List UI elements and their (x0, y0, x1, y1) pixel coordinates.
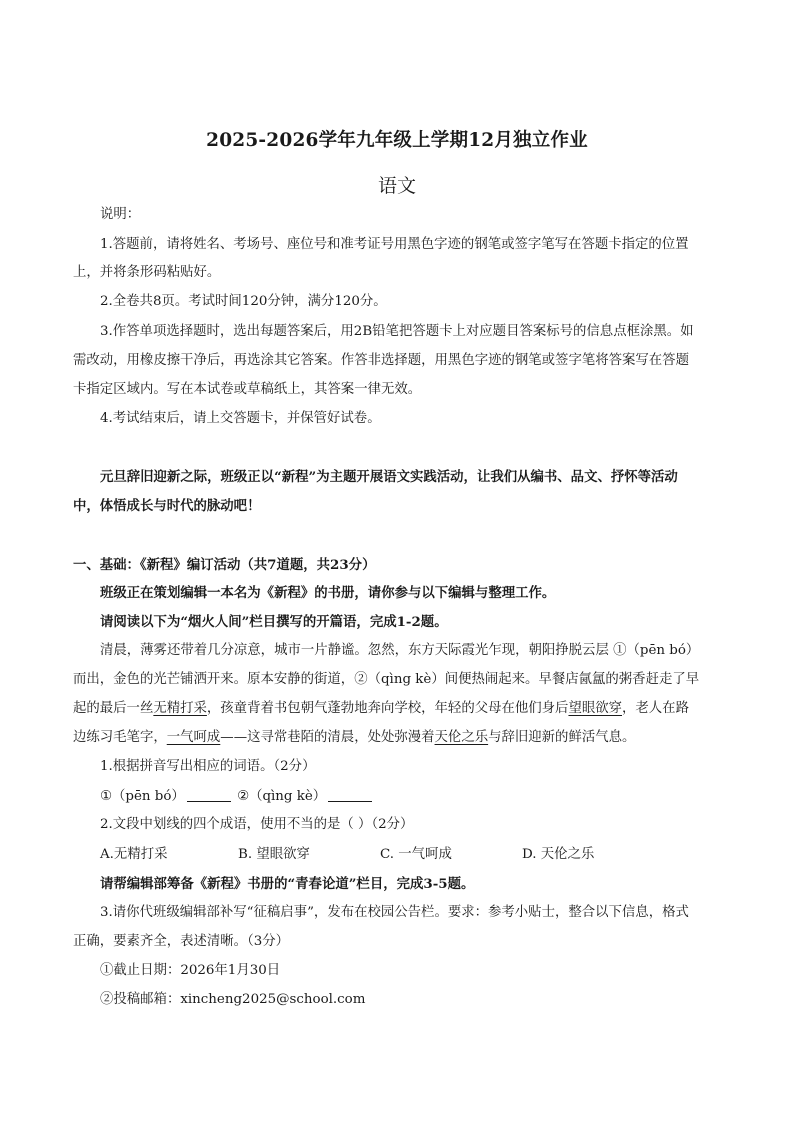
question-1-stem: 1.根据拼音写出相应的词语。（2分） (100, 759, 316, 774)
questions-3-5-prompt: 请帮编辑部筹备《新程》书册的“青春论道”栏目，完成3-5题。 (100, 876, 475, 892)
underlined-idiom-b: 望眼欲穿 (568, 701, 623, 716)
question-3-stem-line-1: 3.请你代班级编辑部补写“征稿启事”，发布在校园公告栏。要求：参考小贴士，整合以下信息，格式 (100, 905, 689, 920)
subject-title: 语文 (377, 175, 416, 197)
note-3-line-1: 3.作答单项选择题时，选出每题答案后，用2B铅笔把答题卡上对应题目答案标号的信息点框涂黑。如 (100, 324, 694, 339)
exam-title: 2025-2026学年九年级上学期12月独立作业 (206, 130, 588, 151)
section-1-task: 班级正在策划编辑一本名为《新程》的书册，请你参与以下编辑与整理工作。 (100, 585, 556, 601)
note-1-line-2: 上，并将条形码粘贴好。 (73, 265, 221, 280)
option-d[interactable]: D. 天伦之乐 (522, 847, 595, 862)
passage-text: 起的最后一丝 (73, 701, 154, 716)
passage-line-1: 清晨，薄雾还带着几分凉意，城市一片静谧。忽然，东方天际霞光乍现，朝阳挣脱云层 ①（pēn bó） (100, 643, 700, 658)
question-3-stem-line-2: 正确，要素齐全，表述清晰。（3分） (73, 934, 290, 949)
intro-line-1: 元旦辞旧迎新之际，班级正以“新程”为主题开展语文实践活动，让我们从编书、品文、抒怀等活动 (100, 469, 678, 485)
passage-text: 与辞旧迎新的鲜活气息。 (488, 730, 636, 745)
read-prompt: 请阅读以下为“烟火人间”栏目撰写的开篇语，完成1-2题。 (100, 614, 448, 630)
passage-text: ，老人在路 (622, 701, 689, 716)
passage-line-2: 而出，金色的光芒铺洒开来。原本安静的街道，②（qìng kè）间便热闹起来。早餐店氤氲的粥香赶走了早 (73, 672, 700, 687)
passage-text: ，孩童背着书包朝气蓬勃地奔向学校，年轻的父母在他们身后 (206, 701, 569, 716)
answer-blank-1[interactable] (187, 787, 231, 802)
passage-text: 边练习毛笔字， (73, 730, 167, 745)
pinyin-2: ②（qìng kè） (237, 789, 327, 804)
notes-label: 说明： (100, 207, 141, 222)
option-a[interactable]: A.无精打采 (100, 847, 168, 862)
underlined-idiom-d: 天伦之乐 (434, 730, 489, 745)
option-c[interactable]: C. 一气呵成 (380, 847, 452, 862)
underlined-idiom-c: 一气呵成 (166, 730, 221, 745)
passage-text: ——这寻常巷陌的清晨，处处弥漫着 (220, 730, 435, 745)
underlined-idiom-a: 无精打采 (153, 701, 207, 716)
passage-line-4 (73, 728, 635, 748)
option-b[interactable]: B. 望眼欲穿 (238, 847, 310, 862)
note-4: 4.考试结束后，请上交答题卡，并保管好试卷。 (100, 411, 381, 426)
note-2: 2.全卷共8页。考试时间120分钟，满分120分。 (100, 294, 387, 309)
intro-line-2: 中，体悟成长与时代的脉动吧！ (73, 498, 261, 514)
note-3-line-3: 卡指定区域内。写在本试卷或草稿纸上，其答案一律无效。 (73, 382, 422, 397)
question-2-stem: 2.文段中划线的四个成语，使用不当的是（ ）（2分） (100, 817, 414, 832)
question-1-blanks (100, 787, 374, 807)
note-1-line-1: 1.答题前，请将姓名、考场号、座位号和准考证号用黑色字迹的钢笔或签字笔写在答题卡指定的位置 (100, 237, 689, 252)
email-info: ②投稿邮箱：xincheng2025@school.com (100, 992, 366, 1007)
answer-blank-2[interactable] (328, 787, 372, 802)
note-3-line-2: 需改动，用橡皮擦干净后，再选涂其它答案。作答非选择题，用黑色字迹的钢笔或签字笔将答案写在答题 (73, 353, 689, 368)
deadline-info: ①截止日期：2026年1月30日 (100, 963, 281, 978)
pinyin-1: ①（pēn bó） (100, 789, 185, 804)
section-1-heading: 一、基础：《新程》编订活动（共7道题，共23分） (73, 557, 376, 573)
passage-line-3 (73, 699, 689, 719)
